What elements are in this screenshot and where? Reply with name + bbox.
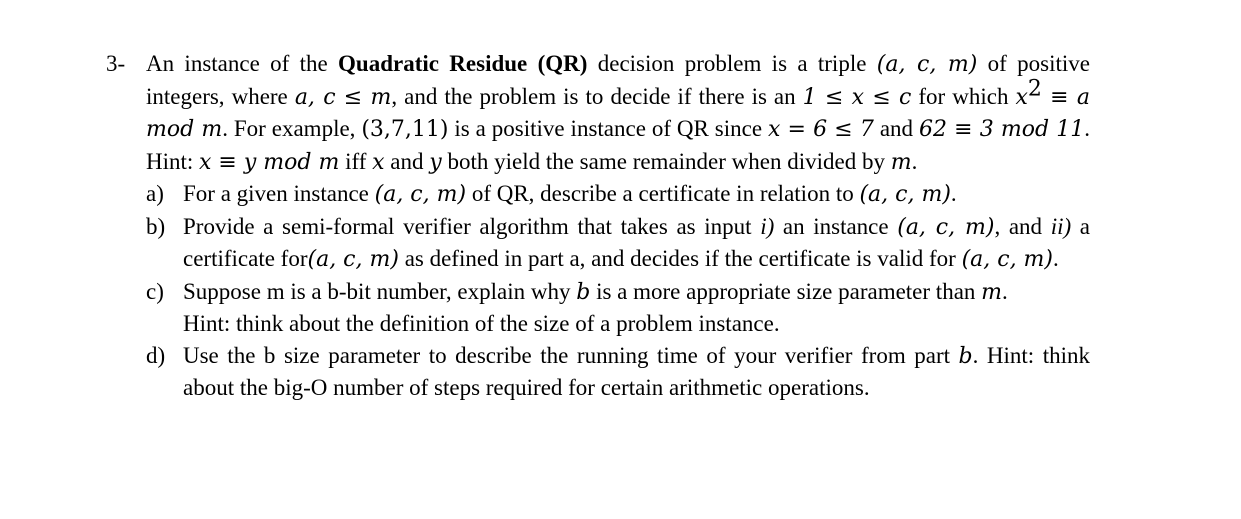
part-c-text-1: Suppose m is a b-bit number, explain why [183, 278, 577, 304]
intro-text-13: . [911, 148, 918, 174]
part-b-text-5: as defined in part a, and decides if the certificate is valid for [398, 246, 962, 271]
part-d-label: d) [146, 342, 166, 368]
part-b [146, 211, 1090, 276]
intro-text-3: of positive integers, where [146, 51, 1090, 109]
part-b-math-2: (a, c, m) [307, 247, 399, 272]
part-b-math-1: (a, c, m) [897, 214, 995, 240]
part-c-text-3: . [1002, 278, 1008, 304]
part-c-math-2: m [981, 279, 1003, 305]
part-d-text-1: Use the b size parameter to describe the running time of your verifier from part [183, 342, 959, 368]
part-c-label: c) [146, 278, 164, 304]
math-example: (3,7,11) [361, 117, 449, 142]
part-b-text-4: a certificate for [183, 213, 1090, 271]
part-b-text-1: Provide a semi-formal verifier algorithm that takes as input [183, 213, 761, 239]
part-c-math-1: b [576, 279, 591, 305]
part-c [146, 276, 1090, 340]
intro-text-10: iff [339, 148, 373, 174]
intro-text-2: decision problem is a triple [587, 51, 877, 76]
math-range: 1 ≤ x ≤ c [802, 84, 912, 110]
part-b-roman-2: ii) [1050, 213, 1072, 239]
intro-text-8: and [873, 116, 919, 141]
part-d-math-1: b [958, 343, 973, 369]
question-intro [146, 48, 1090, 178]
part-a-text-1: For a given instance [183, 181, 375, 206]
part-c-text-2: is a more appropriate size parameter than [590, 278, 982, 304]
part-b-text-3: , and [994, 213, 1051, 239]
math-condition: a, c ≤ m [294, 84, 392, 110]
math-x: x [1015, 84, 1028, 110]
math-hint-congruence: x ≡ y mod m [199, 149, 340, 175]
intro-text-7: is a positive instance of QR since [448, 116, 768, 141]
math-congruence: ≡ a mod m [146, 84, 1090, 142]
part-a [146, 178, 1090, 211]
part-a-label: a) [146, 181, 164, 206]
part-b-roman-1: i) [760, 213, 775, 239]
part-b-label: b) [146, 213, 166, 239]
math-hint-m: m [890, 149, 912, 175]
question-body [146, 48, 1090, 404]
part-d [146, 340, 1090, 404]
part-b-text-6: . [1053, 246, 1059, 271]
part-b-text-2: an instance [774, 213, 898, 239]
part-a-text-3: . [950, 181, 957, 206]
part-b-math-3: (a, c, m) [961, 247, 1053, 272]
part-c-hint: Hint: think about the definition of the size of a problem instance. [183, 311, 780, 336]
math-hint-x: x [372, 149, 385, 175]
math-triple: (a, c, m) [876, 52, 978, 77]
math-x-value: x = 6 ≤ 7 [767, 117, 874, 142]
part-d-text-2: . Hint: think about the big-O number of steps required for certain arithmetic operations. [183, 342, 1090, 400]
intro-text-11: and [384, 148, 430, 174]
question-number: 3- [106, 51, 126, 76]
intro-text-5: for which [911, 83, 1016, 109]
math-exponent: 2 [1027, 75, 1042, 101]
part-a-math-2: (a, c, m) [859, 182, 951, 207]
intro-text-1: An instance of the [146, 51, 339, 76]
math-hint-y: y [429, 149, 442, 175]
intro-text-4: , and the problem is to decide if there is an [391, 83, 803, 109]
intro-text-9: . Hint: [146, 116, 1090, 174]
intro-text-12: both yield the same remainder when divided by [441, 148, 891, 174]
math-square: 62 ≡ 3 mod 11 [918, 117, 1085, 142]
intro-text-6: . For example, [222, 116, 362, 141]
part-a-math-1: (a, c, m) [374, 182, 467, 207]
problem-name: Quadratic Residue (QR) [338, 51, 588, 76]
part-a-text-2: of QR, describe a certificate in relation to [466, 181, 860, 206]
